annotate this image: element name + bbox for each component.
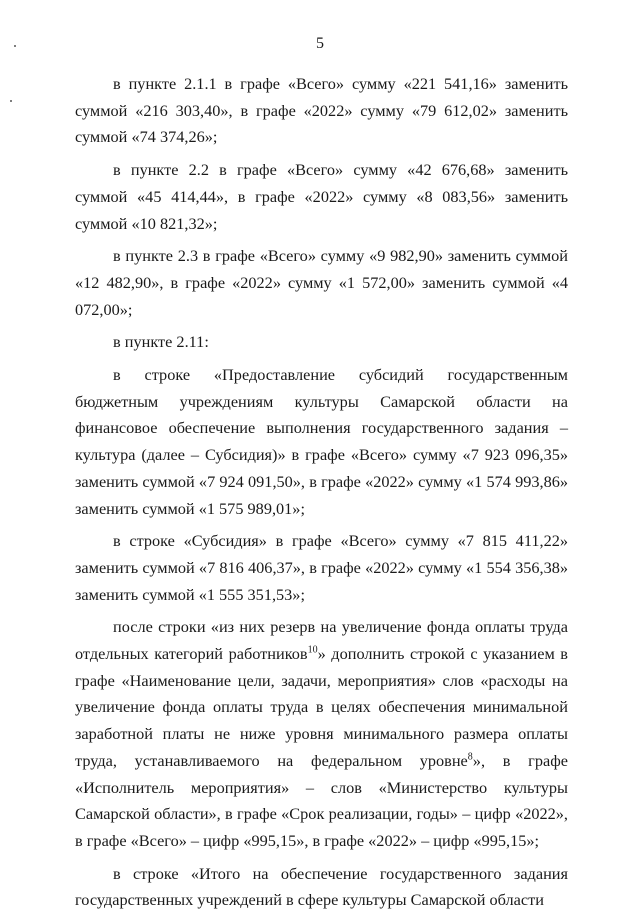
scan-speck [10,100,12,102]
paragraph-item-2-3: в пункте 2.3 в графе «Всего» сумму «9 982,90» заменить суммой «12 482,90», в графе «2022» сумму «1 572,00» заменить суммой «4 072,00»; [75,246,568,319]
paragraph-subsidy-total: в строке «Субсидия» в графе «Всего» сумму «7 815 411,22» заменить суммой «7 816 406,37», в графе «2022» сумму «1 554 356,38» заменить суммой «1 555 351,53»; [75,531,568,604]
paragraph-add-row [75,614,568,854]
page-number: 5 [316,35,324,52]
paragraph-item-2-2: в пункте 2.2 в графе «Всего» сумму «42 676,68» заменить суммой «45 414,44», в графе «2022» сумму «8 083,56» заменить суммой «10 821,32»; [75,160,568,233]
paragraph-item-2-11: в пункте 2.11: [113,332,209,352]
paragraph-item-2-1-1: в пункте 2.1.1 в графе «Всего» сумму «221 541,16» заменить суммой «216 303,40», в графе «2022» сумму «79 612,02» заменить суммой «74 374,26»; [75,74,568,147]
add-row-text-2: » дополнить строкой с указанием в графе «Наименование цели, задачи, мероприятия» слов «расходы на увеличение фонда оплаты труда в целях обеспечения минимальной заработной платы не ниже уровня минимального размера оплаты труда, устанавливаемого на федеральном уровне [75,644,568,770]
document-body [75,71,568,920]
add-row-text-3: », в графе «Исполнитель мероприятия» – слов «Министерство культуры Самарской области», в графе «Срок реализации, годы» – цифр «2022», в графе «Всего» – цифр «995,15», в графе «2022» – цифр «995,15»; [75,750,568,850]
paragraph-subsidy-row: в строке «Предоставление субсидий государственным бюджетным учреждениям культуры Самарской области на финансовое обеспечение выполнения государственного задания – культура (далее – Субсидия)» в графе «Всего» сумму «7 923 096,35» заменить суммой «7 924 091,50», в графе «2022» сумму «1 574 993,86» заменить суммой «1 575 989,01»; [75,365,568,518]
footnote-ref: 8 [467,751,473,763]
paragraph-total-row: в строке «Итого на обеспечение государственного задания государственных учреждений в сфере культуры Самарской области [75,863,568,910]
add-row-text-1: после строки «из них резерв на увеличение фонда оплаты труда отдельных категорий работников [75,617,568,664]
footnote-ref: 10 [307,644,318,656]
